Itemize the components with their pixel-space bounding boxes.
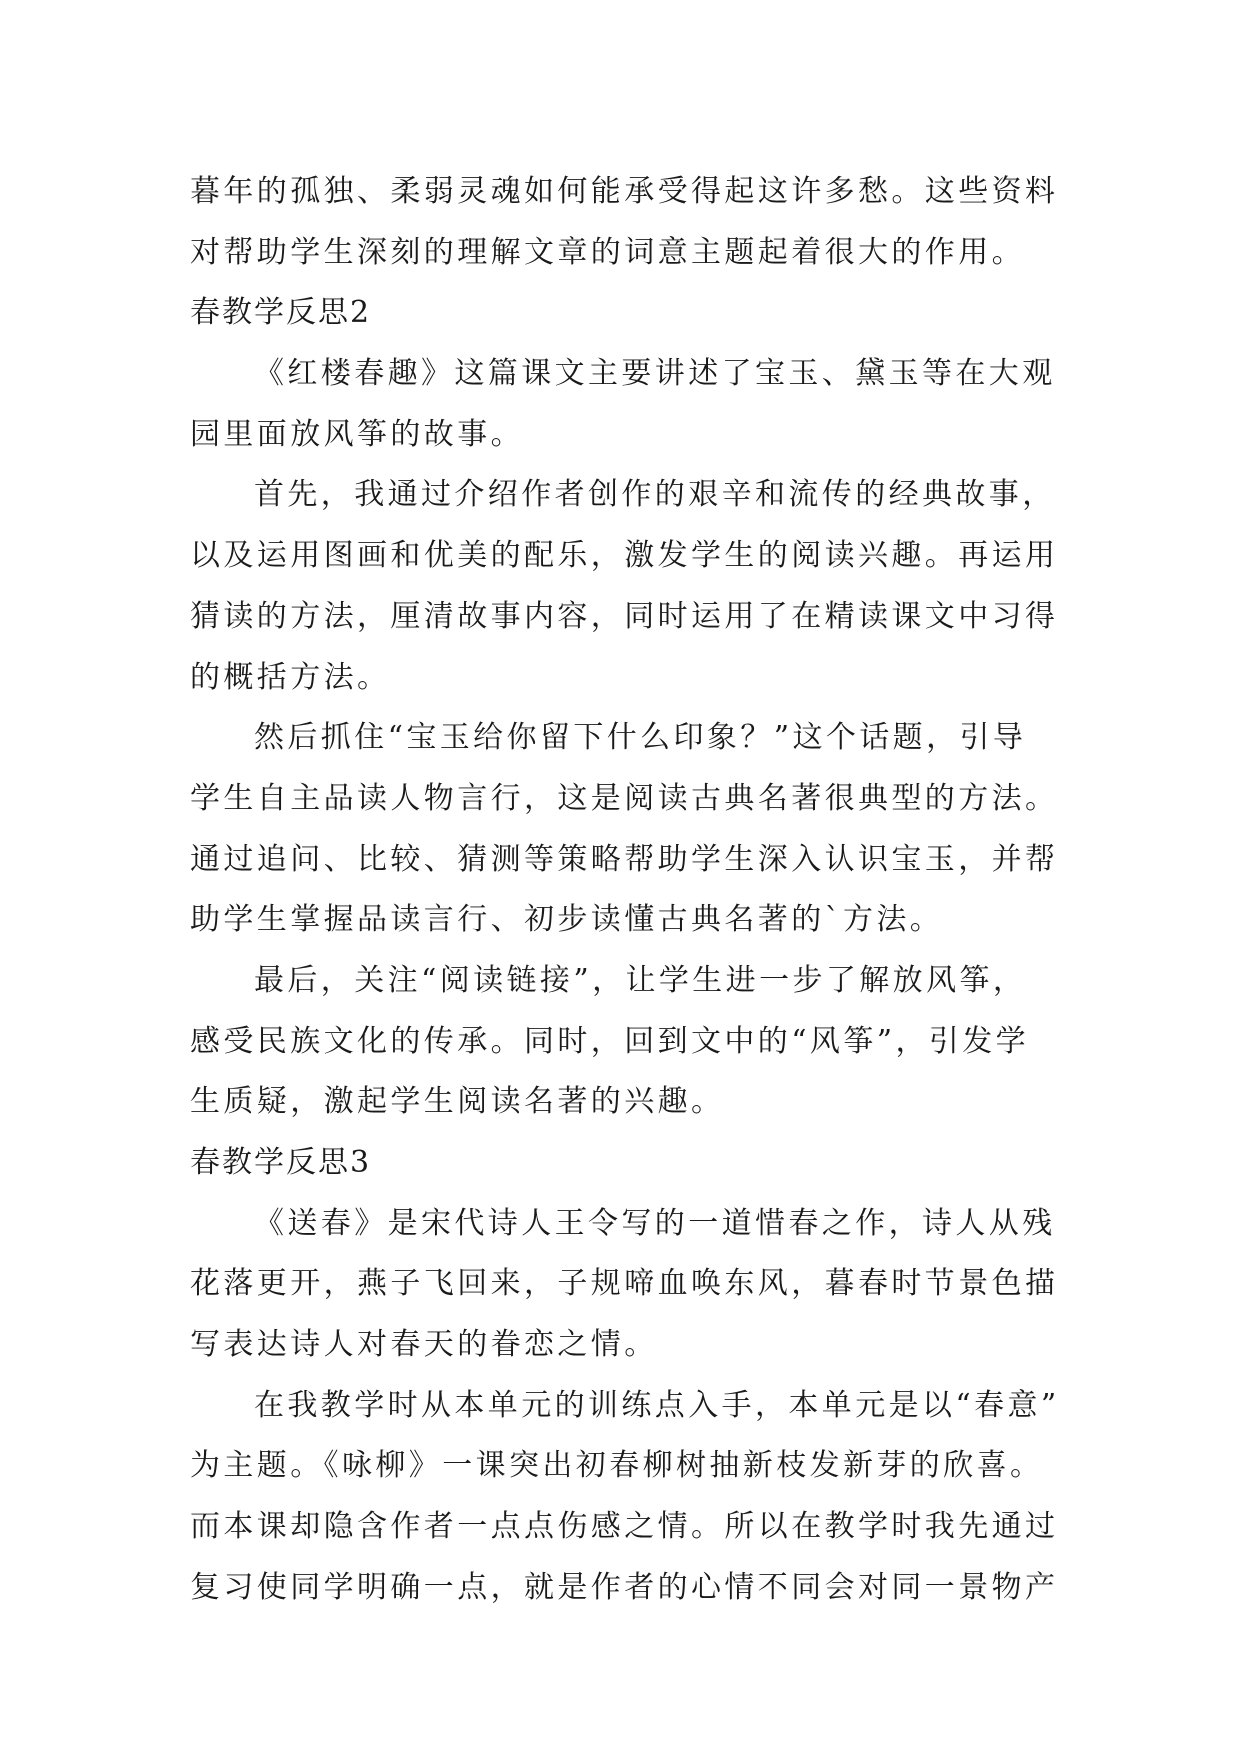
paragraph bbox=[190, 162, 1059, 283]
heading-text: 春教学反思3 bbox=[190, 1145, 372, 1180]
paragraph-line: 生质疑，激起学生阅读名著的兴趣。 bbox=[190, 1084, 725, 1120]
paragraph-line: 助学生掌握品读言行、初步读懂古典名著的`方法。 bbox=[190, 902, 944, 938]
paragraph-line: 园里面放风筝的故事。 bbox=[190, 416, 524, 452]
paragraph-line: 然后抓住“宝玉给你留下什么印象？”这个话题，引导 bbox=[254, 720, 1027, 756]
paragraph-line: 暮年的孤独、柔弱灵魂如何能承受得起这许多愁。这些资料 bbox=[190, 174, 1059, 209]
paragraph-line: 的概括方法。 bbox=[190, 659, 391, 695]
paragraph-line: 通过追问、比较、猜测等策略帮助学生深入认识宝玉，并帮 bbox=[190, 841, 1059, 877]
section-heading bbox=[190, 1133, 1050, 1194]
paragraph-line: 对帮助学生深刻的理解文章的词意主题起着很大的作用。 bbox=[190, 234, 1025, 270]
paragraph-line: 复习使同学明确一点，就是作者的心情不同会对同一景物产 bbox=[190, 1569, 1059, 1605]
paragraph-line: 在我教学时从本单元的训练点入手，本单元是以“春意” bbox=[254, 1387, 1060, 1423]
paragraph-line: 《送春》是宋代诗人王令写的一道惜春之作，诗人从残 bbox=[254, 1205, 1056, 1241]
paragraph-line: 首先，我通过介绍作者创作的艰辛和流传的经典故事， bbox=[254, 477, 1056, 513]
paragraph-line: 而本课却隐含作者一点点伤感之情。所以在教学时我先通过 bbox=[190, 1509, 1059, 1545]
paragraph-line: 写表达诗人对春天的眷恋之情。 bbox=[190, 1327, 658, 1363]
paragraph bbox=[190, 708, 1059, 951]
heading-text: 春教学反思2 bbox=[190, 295, 372, 331]
document-body bbox=[190, 162, 1060, 1619]
paragraph-line: 最后，关注“阅读链接”，让学生进一步了解放风筝， bbox=[254, 962, 1027, 998]
section-heading bbox=[190, 283, 1050, 344]
paragraph bbox=[190, 465, 1059, 708]
paragraph-line: 《红楼春趣》这篇课文主要讲述了宝玉、黛玉等在大观 bbox=[254, 356, 1056, 392]
paragraph bbox=[190, 1194, 1059, 1376]
paragraph-line: 为主题。《咏柳》一课突出初春柳树抽新枝发新芽的欣喜。 bbox=[190, 1448, 1044, 1484]
paragraph bbox=[190, 951, 1050, 1133]
paragraph-line: 学生自主品读人物言行，这是阅读古典名著很典型的方法。 bbox=[190, 780, 1059, 816]
paragraph-line: 猜读的方法，厘清故事内容，同时运用了在精读课文中习得 bbox=[190, 598, 1059, 634]
paragraph bbox=[190, 1376, 1060, 1619]
paragraph bbox=[190, 344, 1056, 465]
paragraph-line: 感受民族文化的传承。同时，回到文中的“风筝”，引发学 bbox=[190, 1023, 1030, 1059]
paragraph-line: 花落更开，燕子飞回来，子规啼血唤东风，暮春时节景色描 bbox=[190, 1266, 1059, 1302]
paragraph-line: 以及运用图画和优美的配乐，激发学生的阅读兴趣。再运用 bbox=[190, 538, 1059, 574]
